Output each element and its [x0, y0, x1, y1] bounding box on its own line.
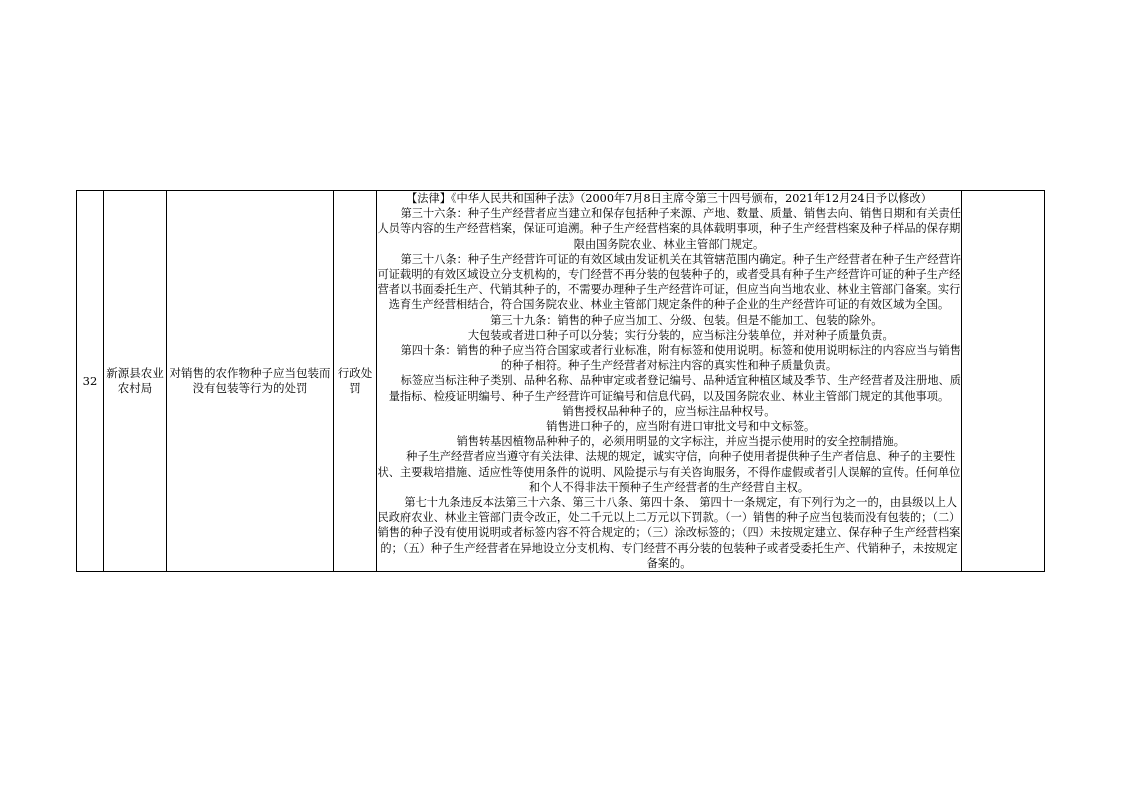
basis-paragraph: 大包装或者进口种子可以分装；实行分装的，应当标注分装单位，并对种子质量负责。	[467, 328, 894, 342]
category: 行政处罚	[337, 366, 373, 396]
basis-paragraph: 第七十九条违反本法第三十六条、第三十八条、第四十条、 第四十一条规定，有下列行为之一的，由县级以上人民政府农业、林业主管部门责令改正，处二千元以上二万元以下罚款。（一）销售的种子应当包装而没有包装的；（二）销售的种子没有使用说明或者标签内容不符合规定的；（三）涂改标签的；（四）未按规定建立、保存种子生产经营档案的；（五）种子生产经营者在异地设立分支机构、专门经营不再分装的包装种子或者受委托生产、代销种子，未按规定备案的。	[377, 496, 961, 570]
category-cell	[334, 191, 377, 572]
power-list-table	[76, 190, 1045, 572]
basis-paragraph: 第三十六条：种子生产经营者应当建立和保存包括种子来源、产地、数量、质量、销售去向、销售日期和有关责任人员等内容的生产经营档案，保证可追溯。种子生产经营档案的具体载明事项，种子生产经营档案及种子样品的保存期限由国务院农业、林业主管部门规定。	[377, 207, 961, 251]
basis-paragraph: 销售转基因植物品种种子的，必须用明显的文字标注，并应当提示使用时的安全控制措施。	[456, 435, 905, 449]
legal-basis-cell	[377, 191, 962, 572]
item-name: 对销售的农作物种子应当包装而没有包装等行为的处罚	[169, 366, 331, 396]
basis-paragraph: 第三十八条：种子生产经营许可证的有效区域由发证机关在其管辖范围内确定。种子生产经营者在种子生产经营许可证载明的有效区域设立分支机构的，专门经营不再分装的包装种子的，或者受具有种子生产经营许可证的种子生产经营者以书面委托生产、代销其种子的，不需要办理种子生产经营许可证，但应当向当地农业、林业主管部门备案。实行选育生产经营相结合，符合国务院农业、林业主管部门规定条件的种子企业的生产经营许可证的有效区域为全国。	[377, 252, 961, 312]
law-title: 【法律】《中华人民共和国种子法》（2000年7月8日主席令第三十四号颁布，2021年12月24日予以修改）	[406, 192, 932, 205]
note-cell	[962, 191, 1045, 572]
row-number: 32	[82, 373, 98, 388]
table-row	[77, 191, 1045, 572]
basis-paragraph: 第四十条：销售的种子应当符合国家或者行业标准，附有标签和使用说明。标签和使用说明标注的内容应当与销售的种子相符。种子生产经营者对标注内容的真实性和种子质量负责。	[400, 344, 961, 373]
basis-paragraph: 标签应当标注种子类别、品种名称、品种审定或者登记编号、品种适宜种植区域及季节、生产经营者及注册地、质量指标、检疫证明编号、种子生产经营许可证编号和信息代码，以及国务院农业、林业主管部门规定的其他事项。	[388, 374, 961, 403]
department-cell	[104, 191, 167, 572]
row-number-cell	[77, 191, 104, 572]
item-name-cell	[167, 191, 334, 572]
legal-basis-text	[377, 191, 961, 571]
basis-paragraph: 第三十九条：销售的种子应当加工、分级、包装。但是不能加工、包装的除外。	[490, 313, 883, 327]
basis-paragraph: 种子生产经营者应当遵守有关法律、法规的规定，诚实守信，向种子使用者提供种子生产者信息、种子的主要性状、主要栽培措施、适应性等使用条件的说明、风险提示与有关咨询服务，不得作虚假或者引人误解的宣传。任何单位和个人不得非法干预种子生产经营者的生产经营自主权。	[377, 450, 961, 494]
basis-paragraph: 销售进口种子的，应当附有进口审批文号和中文标签。	[546, 420, 816, 434]
basis-paragraph: 销售授权品种种子的，应当标注品种权号。	[562, 404, 776, 418]
department-name: 新源县农业农村局	[106, 366, 164, 396]
